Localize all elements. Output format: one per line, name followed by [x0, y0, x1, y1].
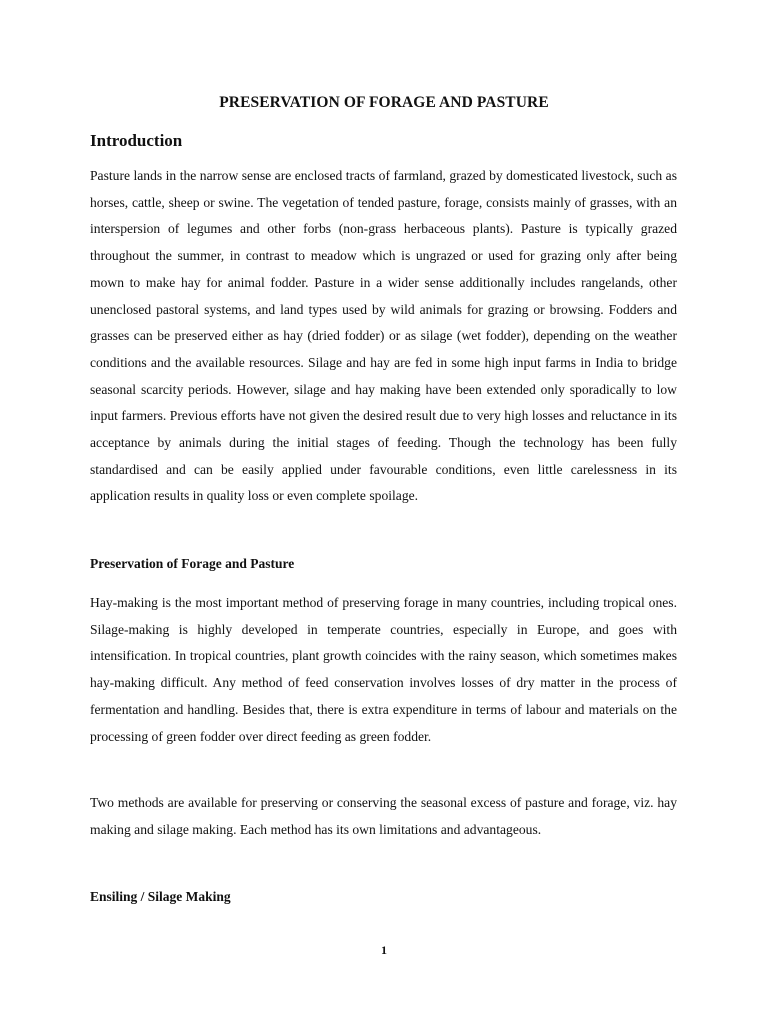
section-paragraph-1: Hay-making is the most important method of preserving forage in many countries, including tropical ones. Silage-making is highly developed in temperate countries, especially in Europe, and goes with intensification. In tropical countries, plant growth coincides with the rainy season, which sometimes makes hay-making difficult. Any method of feed conservation involves losses of dry matter in the process of fermentation and handling. Besides that, there is extra expenditure in terms of labour and materials on the processing of green fodder over direct feeding as green fodder. [90, 595, 677, 744]
section-heading: Preservation of Forage and Pasture [90, 556, 295, 571]
introduction-heading: Introduction [90, 131, 183, 150]
document-title: PRESERVATION OF FORAGE AND PASTURE [219, 94, 549, 111]
introduction-paragraph: Pasture lands in the narrow sense are enclosed tracts of farmland, grazed by domesticated livestock, such as horses, cattle, sheep or swine. The vegetation of tended pasture, forage, consists mainly of grasses, with an interspersion of legumes and other forbs (non-grass herbaceous plants). Pasture is typically grazed throughout the summer, in contrast to meadow which is ungrazed or used for grazing only after being mown to make hay for animal fodder. Pasture in a wider sense additionally includes rangelands, other unenclosed pastoral systems, and land types used by wild animals for grazing or browsing. Fodders and grasses can be preserved either as hay (dried fodder) or as silage (wet fodder), depending on the weather conditions and the available resources. Silage and hay are fed in some high input farms in India to bridge seasonal scarcity periods. However, silage and hay making have been extended only sporadically to low input farmers. Previous efforts have not given the desired result due to very high losses and reluctance in its acceptance by animals during the initial stages of feeding. Though the technology has been fully standardised and can be easily applied under favourable conditions, even little carelessness in its application results in quality loss or even complete spoilage. [90, 168, 677, 504]
section-paragraph-2: Two methods are available for preserving or conserving the seasonal excess of pasture and forage, viz. hay making and silage making. Each method has its own limitations and advantageous. [90, 795, 677, 837]
subsection-heading: Ensiling / Silage Making [90, 889, 231, 904]
page-number: 1 [381, 943, 387, 957]
